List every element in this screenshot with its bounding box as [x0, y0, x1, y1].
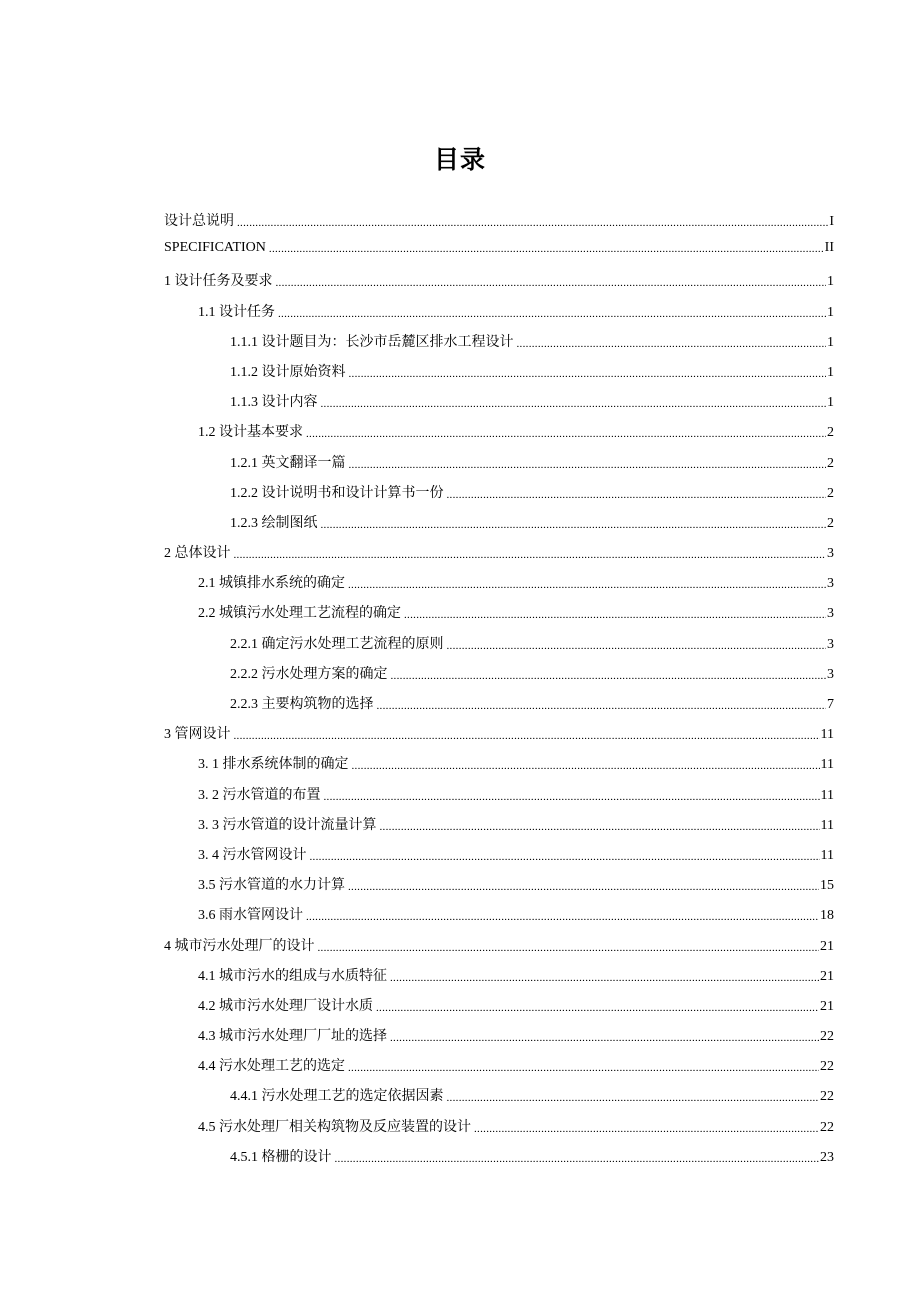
- toc-entry-page-number: 1: [827, 395, 834, 411]
- toc-entry[interactable]: [164, 844, 834, 874]
- toc-entry-page-number: 23: [820, 1149, 834, 1165]
- toc-entry-label: 1.1.1 设计题目为：长沙市岳麓区排水工程设计: [230, 334, 514, 350]
- toc-entry-label: 1.1.2 设计原始资料: [230, 364, 346, 380]
- toc-entry-page-number: 3: [827, 576, 834, 592]
- page-title: 目录: [433, 145, 486, 174]
- toc-entry-label: 3.6 雨水管网设计: [198, 908, 303, 924]
- toc-entry-label: 2.2 城镇污水处理工艺流程的确定: [198, 606, 401, 622]
- toc-dot-leader: [234, 547, 827, 563]
- toc-entry-label: SPECIFICATION: [164, 240, 266, 256]
- toc-entry[interactable]: [164, 1055, 834, 1085]
- toc-entry-page-number: 21: [820, 998, 834, 1014]
- toc-entry-label: 1.2.3 绘制图纸: [230, 515, 318, 531]
- toc-dot-leader: [349, 457, 827, 473]
- toc-entry-page-number: 21: [820, 938, 834, 954]
- toc-dot-leader: [276, 275, 827, 291]
- toc-dot-leader: [348, 879, 819, 895]
- toc-entry-label: 3. 1 排水系统体制的确定: [198, 757, 349, 773]
- toc-entry-page-number: 22: [820, 1059, 834, 1075]
- toc-entry-label: 3. 3 污水管道的设计流量计算: [198, 817, 377, 833]
- toc-entry-label: 1.2 设计基本要求: [198, 425, 303, 441]
- toc-entry-label: 1 设计任务及要求: [164, 274, 273, 290]
- toc-entry-label: 2 总体设计: [164, 546, 231, 562]
- toc-entry-label: 1.2.2 设计说明书和设计计算书一份: [230, 485, 444, 501]
- toc-entry[interactable]: [164, 1116, 834, 1146]
- toc-entry[interactable]: [164, 995, 834, 1025]
- toc-entry-page-number: 2: [827, 455, 834, 471]
- toc-entry-page-number: II: [824, 240, 834, 256]
- toc-entry-label: 1.2.1 英文翻译一篇: [230, 455, 346, 471]
- toc-dot-leader: [278, 306, 826, 322]
- toc-dot-leader: [335, 1151, 820, 1167]
- toc-entry[interactable]: [164, 784, 834, 814]
- toc-entry[interactable]: [164, 301, 834, 331]
- toc-entry[interactable]: [164, 1025, 834, 1055]
- toc-dot-leader: [376, 1000, 819, 1016]
- toc-entry[interactable]: [164, 361, 834, 391]
- toc-entry-page-number: 15: [820, 878, 834, 894]
- toc-entry-label: 4.4.1 污水处理工艺的选定依据因素: [230, 1089, 444, 1105]
- toc-entry[interactable]: [164, 542, 834, 572]
- toc-entry-page-number: 11: [820, 727, 834, 743]
- toc-entry-label: 1.1.3 设计内容: [230, 395, 318, 411]
- toc-entry[interactable]: [164, 814, 834, 844]
- toc-dot-leader: [390, 970, 819, 986]
- toc-dot-leader: [447, 638, 827, 654]
- toc-entry[interactable]: [164, 633, 834, 663]
- toc-entry-page-number: 3: [827, 666, 834, 682]
- toc-entry[interactable]: [164, 240, 834, 270]
- toc-entry-label: 4.2 城市污水处理厂设计水质: [198, 998, 373, 1014]
- toc-entry-label: 4 城市污水处理厂的设计: [164, 938, 315, 954]
- toc-dot-leader: [321, 396, 827, 412]
- toc-entry-page-number: 22: [820, 1089, 834, 1105]
- table-of-contents: [164, 210, 834, 1176]
- toc-entry[interactable]: [164, 753, 834, 783]
- toc-entry[interactable]: [164, 482, 834, 512]
- toc-dot-leader: [517, 336, 827, 352]
- toc-dot-leader: [306, 909, 819, 925]
- toc-dot-leader: [447, 1090, 820, 1106]
- toc-entry-page-number: 11: [820, 847, 834, 863]
- toc-entry-page-number: 2: [827, 425, 834, 441]
- toc-entry-label: 2.2.3 主要构筑物的选择: [230, 697, 374, 712]
- toc-entry-page-number: 22: [820, 1119, 834, 1135]
- toc-entry-page-number: 1: [827, 274, 834, 290]
- toc-entry[interactable]: [164, 270, 834, 300]
- toc-entry-page-number: 1: [827, 304, 834, 320]
- toc-entry-page-number: 22: [820, 1029, 834, 1045]
- toc-entry[interactable]: [164, 602, 834, 632]
- toc-entry-label: 4.1 城市污水的组成与水质特征: [198, 968, 387, 984]
- toc-entry-label: 2.2.1 确定污水处理工艺流程的原则: [230, 636, 444, 652]
- toc-entry-page-number: 11: [820, 757, 834, 773]
- toc-entry-label: 4.3 城市污水处理厂厂址的选择: [198, 1029, 387, 1045]
- toc-dot-leader: [321, 517, 827, 533]
- toc-dot-leader: [380, 819, 820, 835]
- toc-entry-label: 3 管网设计: [164, 727, 231, 743]
- toc-dot-leader: [391, 668, 827, 684]
- toc-entry[interactable]: [164, 693, 834, 723]
- toc-entry-label: 3. 4 污水管网设计: [198, 847, 307, 863]
- toc-dot-leader: [306, 426, 826, 442]
- toc-entry[interactable]: [164, 331, 834, 361]
- toc-dot-leader: [348, 1060, 819, 1076]
- toc-dot-leader: [348, 577, 826, 593]
- toc-entry-page-number: 3: [827, 636, 834, 652]
- toc-dot-leader: [318, 940, 820, 956]
- toc-dot-leader: [377, 698, 827, 714]
- toc-entry-page-number: 2: [827, 485, 834, 501]
- toc-dot-leader: [234, 728, 820, 744]
- toc-dot-leader: [237, 215, 828, 231]
- toc-entry[interactable]: [164, 935, 834, 965]
- toc-dot-leader: [404, 607, 826, 623]
- toc-dot-leader: [324, 789, 820, 805]
- toc-entry-label: 4.5 污水处理厂相关构筑物及反应装置的设计: [198, 1119, 471, 1135]
- toc-entry-label: 1.1 设计任务: [198, 304, 275, 320]
- toc-entry-page-number: 18: [820, 908, 834, 924]
- toc-dot-leader: [352, 758, 820, 774]
- toc-entry[interactable]: [164, 874, 834, 904]
- toc-entry-page-number: 2: [827, 515, 834, 531]
- toc-entry-label: 设计总说明: [164, 214, 234, 229]
- toc-dot-leader: [447, 487, 827, 503]
- toc-entry-page-number: 11: [820, 787, 834, 803]
- toc-dot-leader: [474, 1121, 819, 1137]
- toc-entry[interactable]: [164, 572, 834, 602]
- toc-dot-leader: [310, 849, 820, 865]
- toc-entry[interactable]: [164, 452, 834, 482]
- toc-dot-leader: [269, 241, 824, 257]
- toc-entry-page-number: 21: [820, 968, 834, 984]
- toc-entry-label: 4.4 污水处理工艺的选定: [198, 1059, 345, 1075]
- toc-entry-page-number: I: [829, 214, 834, 229]
- toc-dot-leader: [390, 1030, 819, 1046]
- toc-entry-page-number: 1: [827, 364, 834, 380]
- toc-entry-page-number: 11: [820, 817, 834, 833]
- toc-entry-page-number: 7: [827, 697, 834, 712]
- toc-entry-label: 3. 2 污水管道的布置: [198, 787, 321, 803]
- toc-entry[interactable]: [164, 421, 834, 451]
- toc-entry-page-number: 3: [827, 546, 834, 562]
- toc-entry[interactable]: [164, 1146, 834, 1176]
- toc-entry-page-number: 1: [827, 334, 834, 350]
- toc-entry-label: 4.5.1 格栅的设计: [230, 1149, 332, 1165]
- toc-entry-page-number: 3: [827, 606, 834, 622]
- toc-entry-label: 2.1 城镇排水系统的确定: [198, 576, 345, 592]
- toc-entry-label: 2.2.2 污水处理方案的确定: [230, 666, 388, 682]
- toc-entry[interactable]: [164, 391, 834, 421]
- toc-entry[interactable]: [164, 663, 834, 693]
- toc-entry[interactable]: [164, 904, 834, 934]
- toc-entry[interactable]: [164, 1085, 834, 1115]
- toc-entry[interactable]: [164, 512, 834, 542]
- toc-entry[interactable]: [164, 723, 834, 753]
- toc-entry[interactable]: [164, 210, 834, 240]
- toc-dot-leader: [349, 366, 827, 382]
- toc-entry[interactable]: [164, 965, 834, 995]
- toc-entry-label: 3.5 污水管道的水力计算: [198, 878, 345, 894]
